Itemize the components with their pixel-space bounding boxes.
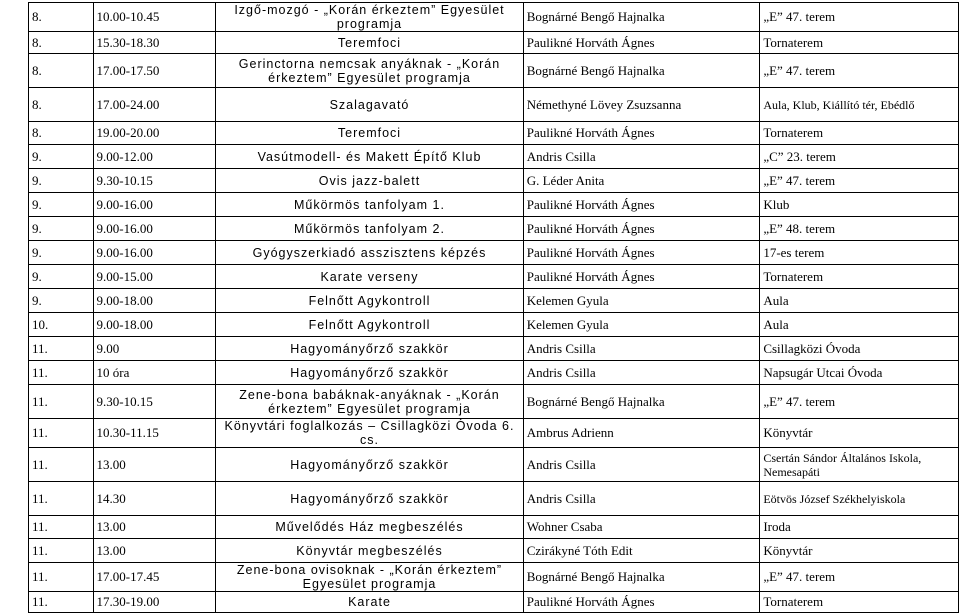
cell-day: 11. [29,337,94,361]
cell-day: 8. [29,88,94,122]
cell-time: 9.00-18.00 [93,313,216,337]
cell-day: 11. [29,539,94,563]
cell-time: 10 óra [93,361,216,385]
cell-program: Szalagavató [216,88,523,122]
cell-place: Aula [760,289,959,313]
table-row [29,563,959,592]
cell-place: 17-es terem [760,241,959,265]
cell-person: Bognárné Bengő Hajnalka [523,563,760,592]
cell-time: 10.00-10.45 [93,3,216,32]
cell-person: Kelemen Gyula [523,289,760,313]
cell-place: „E” 47. terem [760,3,959,32]
cell-place: Csillagközi Óvoda [760,337,959,361]
table-row [29,361,959,385]
cell-day: 11. [29,592,94,613]
cell-program: Ovis jazz-balett [216,169,523,193]
table-row [29,419,959,448]
cell-time: 13.00 [93,539,216,563]
cell-person: Paulikné Horváth Ágnes [523,122,760,145]
table-row [29,482,959,516]
table-row [29,313,959,337]
cell-place: „E” 47. terem [760,563,959,592]
cell-person: Andris Csilla [523,337,760,361]
cell-program: Zene-bona babáknak-anyáknak - „Korán érkeztem” Egyesület programja [216,385,523,419]
table-row [29,385,959,419]
table-row [29,145,959,169]
cell-person: Andris Csilla [523,482,760,516]
cell-person: Paulikné Horváth Ágnes [523,241,760,265]
table-row [29,3,959,32]
cell-time: 9.00-15.00 [93,265,216,289]
cell-program: Hagyományőrző szakkör [216,482,523,516]
cell-person: Wohner Csaba [523,516,760,539]
cell-person: Andris Csilla [523,145,760,169]
cell-person: Bognárné Bengő Hajnalka [523,3,760,32]
cell-program: Karate [216,592,523,613]
cell-place: Napsugár Utcai Óvoda [760,361,959,385]
cell-time: 9.00-16.00 [93,241,216,265]
table-row [29,88,959,122]
cell-program: Felnőtt Agykontroll [216,313,523,337]
cell-time: 10.30-11.15 [93,419,216,448]
cell-program: Műkörmös tanfolyam 1. [216,193,523,217]
cell-time: 9.00-12.00 [93,145,216,169]
cell-program: Felnőtt Agykontroll [216,289,523,313]
cell-day: 9. [29,145,94,169]
table-row [29,448,959,482]
cell-day: 8. [29,32,94,54]
cell-time: 17.00-17.50 [93,54,216,88]
cell-time: 9.30-10.15 [93,385,216,419]
cell-day: 9. [29,289,94,313]
cell-person: Paulikné Horváth Ágnes [523,32,760,54]
cell-day: 9. [29,265,94,289]
cell-place: „E” 47. terem [760,54,959,88]
cell-place: Könyvtár [760,419,959,448]
cell-person: Paulikné Horváth Ágnes [523,193,760,217]
cell-time: 17.00-17.45 [93,563,216,592]
cell-place: „E” 47. terem [760,169,959,193]
cell-time: 19.00-20.00 [93,122,216,145]
table-row [29,54,959,88]
table-row [29,32,959,54]
table-row [29,122,959,145]
table-row [29,265,959,289]
cell-time: 17.00-24.00 [93,88,216,122]
table-row [29,516,959,539]
cell-day: 11. [29,482,94,516]
cell-place: Tornaterem [760,592,959,613]
cell-person: Kelemen Gyula [523,313,760,337]
cell-day: 9. [29,241,94,265]
cell-day: 11. [29,448,94,482]
cell-time: 13.00 [93,448,216,482]
cell-day: 8. [29,3,94,32]
cell-time: 13.00 [93,516,216,539]
table-row [29,217,959,241]
cell-day: 8. [29,122,94,145]
cell-program: Izgő-mozgó - „Korán érkeztem” Egyesület programja [216,3,523,32]
cell-person: Paulikné Horváth Ágnes [523,265,760,289]
cell-program: Vasútmodell- és Makett Építő Klub [216,145,523,169]
cell-day: 11. [29,563,94,592]
cell-place: Könyvtár [760,539,959,563]
cell-place: Tornaterem [760,265,959,289]
cell-day: 11. [29,361,94,385]
cell-day: 9. [29,217,94,241]
cell-time: 17.30-19.00 [93,592,216,613]
cell-place: Klub [760,193,959,217]
cell-time: 9.00-16.00 [93,193,216,217]
cell-program: Műkörmös tanfolyam 2. [216,217,523,241]
cell-program: Gyógyszerkiadó asszisztens képzés [216,241,523,265]
cell-time: 15.30-18.30 [93,32,216,54]
cell-place: Aula [760,313,959,337]
cell-place: „E” 47. terem [760,385,959,419]
table-row [29,539,959,563]
table-row [29,592,959,613]
cell-program: Hagyományőrző szakkör [216,361,523,385]
cell-place: Tornaterem [760,122,959,145]
cell-program: Könyvtári foglalkozás – Csillagközi Óvoda 6. cs. [216,419,523,448]
cell-program: Hagyományőrző szakkör [216,337,523,361]
cell-day: 9. [29,169,94,193]
cell-place: Iroda [760,516,959,539]
cell-person: Andris Csilla [523,361,760,385]
cell-time: 9.00-16.00 [93,217,216,241]
cell-person: G. Léder Anita [523,169,760,193]
cell-day: 11. [29,419,94,448]
cell-person: Ambrus Adrienn [523,419,760,448]
cell-program: Karate verseny [216,265,523,289]
cell-program: Teremfoci [216,32,523,54]
cell-program: Zene-bona ovisoknak - „Korán érkeztem” Egyesület programja [216,563,523,592]
cell-day: 8. [29,54,94,88]
cell-program: Hagyományőrző szakkör [216,448,523,482]
cell-program: Gerinctorna nemcsak anyáknak - „Korán érkeztem” Egyesület programja [216,54,523,88]
cell-day: 9. [29,193,94,217]
table-row [29,193,959,217]
cell-person: Paulikné Horváth Ágnes [523,217,760,241]
table-row [29,169,959,193]
table-row [29,241,959,265]
cell-time: 9.00 [93,337,216,361]
cell-person: Némethyné Lövey Zsuzsanna [523,88,760,122]
cell-day: 11. [29,516,94,539]
cell-time: 9.30-10.15 [93,169,216,193]
cell-time: 14.30 [93,482,216,516]
cell-place: Tornaterem [760,32,959,54]
cell-place: Aula, Klub, Kiállító tér, Ebédlő [760,88,959,122]
cell-person: Bognárné Bengő Hajnalka [523,385,760,419]
cell-day: 10. [29,313,94,337]
cell-person: Czirákyné Tóth Edit [523,539,760,563]
cell-time: 9.00-18.00 [93,289,216,313]
cell-program: Művelődés Ház megbeszélés [216,516,523,539]
cell-place: „C” 23. terem [760,145,959,169]
cell-place: Csertán Sándor Általános Iskola, Nemesapáti [760,448,959,482]
cell-place: „E” 48. terem [760,217,959,241]
cell-person: Andris Csilla [523,448,760,482]
table-row [29,289,959,313]
cell-day: 11. [29,385,94,419]
cell-person: Bognárné Bengő Hajnalka [523,54,760,88]
cell-program: Teremfoci [216,122,523,145]
event-schedule-table [28,2,959,613]
schedule-body [29,3,959,613]
cell-place: Eötvös József Székhelyiskola [760,482,959,516]
cell-person: Paulikné Horváth Ágnes [523,592,760,613]
cell-program: Könyvtár megbeszélés [216,539,523,563]
table-row [29,337,959,361]
